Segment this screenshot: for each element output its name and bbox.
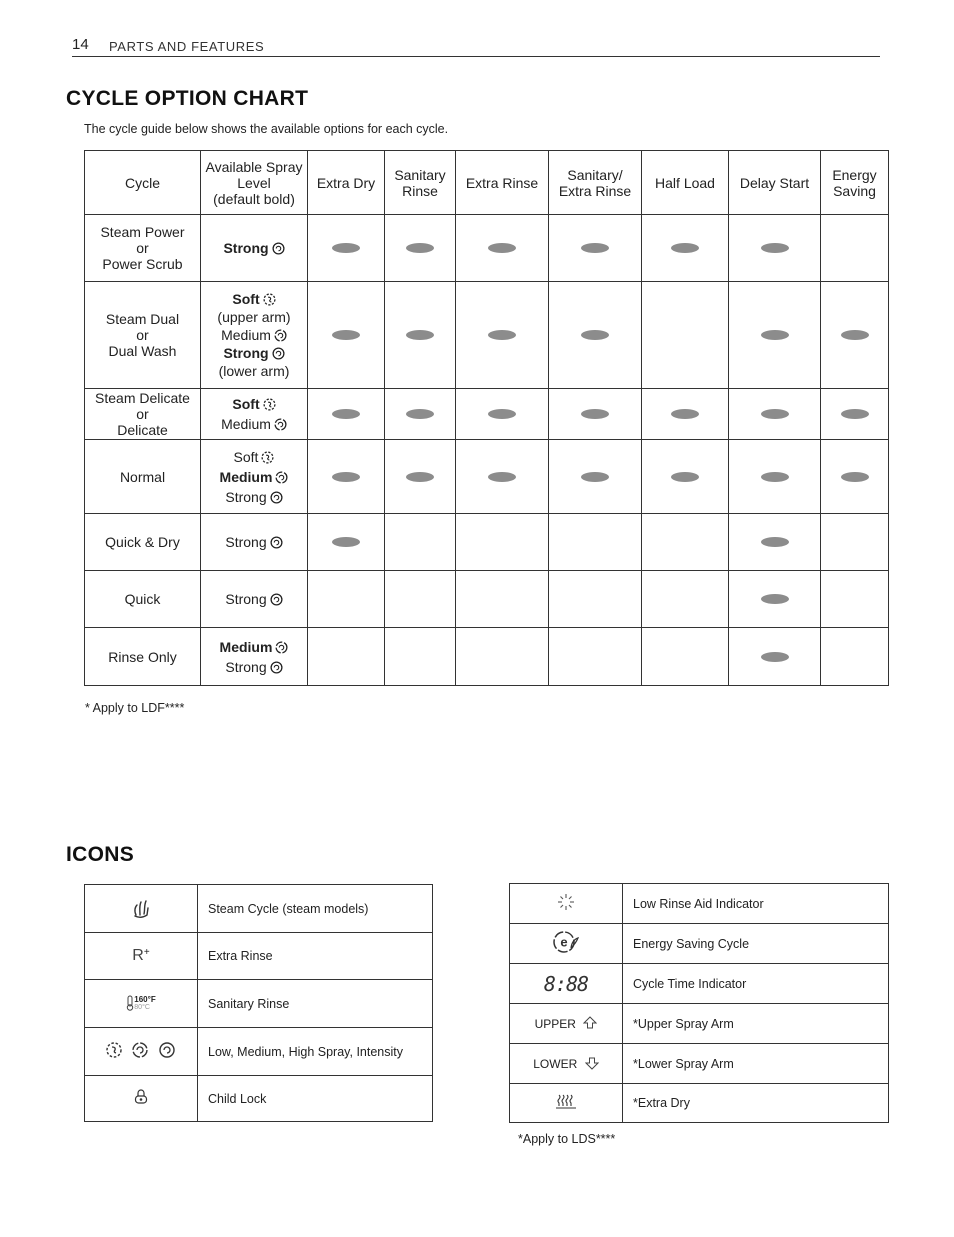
spray-level: Soft (upper arm) Medium Strong (lower arm) — [201, 282, 308, 389]
svg-text:e: e — [560, 934, 568, 950]
option-available-dot — [671, 472, 699, 482]
option-available-dot — [332, 243, 360, 253]
icon-row — [510, 1004, 889, 1044]
icon-row — [85, 1028, 433, 1076]
table-row — [85, 389, 889, 440]
col-header-cycle: Cycle — [85, 151, 201, 215]
option-delay-start — [729, 628, 821, 686]
col-header-energy-saving: Energy Saving — [821, 151, 889, 215]
option-available-dot — [841, 409, 869, 419]
option-available-dot — [406, 472, 434, 482]
spray-level: Medium Strong — [201, 628, 308, 686]
energy-saving-icon — [510, 924, 623, 964]
icon-label: Extra Rinse — [198, 933, 433, 980]
option-available-dot — [761, 594, 789, 604]
icon-label: Child Lock — [198, 1076, 433, 1122]
spray-medium-icon — [271, 416, 287, 432]
icon-row — [85, 885, 433, 933]
option-sanitary-extra-rinse — [549, 440, 642, 514]
option-energy-saving — [821, 514, 889, 571]
icon-label: Low, Medium, High Spray, Intensity — [198, 1028, 433, 1076]
option-available-dot — [332, 472, 360, 482]
option-energy-saving — [821, 628, 889, 686]
option-available-dot — [332, 537, 360, 547]
option-extra-rinse — [456, 514, 549, 571]
option-available-dot — [488, 409, 516, 419]
option-half-load — [642, 571, 729, 628]
icon-label: *Lower Spray Arm — [623, 1044, 889, 1084]
icon-label: *Upper Spray Arm — [623, 1004, 889, 1044]
option-available-dot — [841, 330, 869, 340]
option-sanitary-extra-rinse — [549, 215, 642, 282]
chart-footnote: * Apply to LDF**** — [85, 701, 185, 715]
option-available-dot — [406, 409, 434, 419]
lower-arm-icon: LOWER — [510, 1044, 623, 1084]
option-available-dot — [761, 330, 789, 340]
spray-medium-icon — [272, 639, 288, 655]
sanitary-rinse-icon: 160°F 80°C — [85, 980, 198, 1028]
spray-level: Strong — [201, 571, 308, 628]
spray-medium-icon — [272, 469, 288, 485]
spray-soft-icon — [260, 291, 276, 307]
spray-level: Soft Medium — [201, 389, 308, 440]
col-header-sanitary-rinse: Sanitary Rinse — [385, 151, 456, 215]
section-title: PARTS AND FEATURES — [109, 39, 265, 54]
option-half-load — [642, 440, 729, 514]
option-sanitary-extra-rinse — [549, 282, 642, 389]
cycle-chart-title: CYCLE OPTION CHART — [66, 87, 309, 110]
icon-row — [85, 933, 433, 980]
cycle-name: Quick — [85, 571, 201, 628]
icon-row — [85, 980, 433, 1028]
option-sanitary-extra-rinse — [549, 628, 642, 686]
spray-level: Strong — [201, 514, 308, 571]
table-row — [85, 215, 889, 282]
col-header-delay-start: Delay Start — [729, 151, 821, 215]
option-half-load — [642, 628, 729, 686]
spray-medium-icon — [271, 327, 287, 343]
option-sanitary-extra-rinse — [549, 571, 642, 628]
spray-strong-icon — [267, 534, 283, 550]
option-available-dot — [761, 537, 789, 547]
upper-arm-icon: UPPER — [510, 1004, 623, 1044]
option-available-dot — [581, 472, 609, 482]
cycle-name: Normal — [85, 440, 201, 514]
col-header-extra-dry: Extra Dry — [308, 151, 385, 215]
option-delay-start — [729, 282, 821, 389]
option-extra-dry — [308, 628, 385, 686]
option-available-dot — [761, 409, 789, 419]
option-available-dot — [488, 472, 516, 482]
spray-intensity-icon — [85, 1028, 198, 1076]
option-half-load — [642, 514, 729, 571]
icon-row — [510, 1044, 889, 1084]
option-sanitary-rinse — [385, 215, 456, 282]
option-extra-rinse — [456, 215, 549, 282]
option-available-dot — [761, 652, 789, 662]
icons-table-left — [84, 884, 433, 1122]
option-delay-start — [729, 215, 821, 282]
spray-strong-icon — [267, 489, 283, 505]
option-extra-dry — [308, 514, 385, 571]
option-sanitary-rinse — [385, 514, 456, 571]
child-lock-icon — [85, 1076, 198, 1122]
option-available-dot — [671, 243, 699, 253]
cycle-chart-intro: The cycle guide below shows the available options for each cycle. — [84, 122, 449, 136]
table-row — [85, 282, 889, 389]
option-sanitary-rinse — [385, 389, 456, 440]
icon-label: Sanitary Rinse — [198, 980, 433, 1028]
cycle-name: Steam Power or Power Scrub — [85, 215, 201, 282]
option-energy-saving — [821, 440, 889, 514]
option-delay-start — [729, 514, 821, 571]
option-sanitary-rinse — [385, 440, 456, 514]
option-extra-dry — [308, 282, 385, 389]
option-energy-saving — [821, 389, 889, 440]
option-available-dot — [488, 243, 516, 253]
icons-table-right — [509, 883, 889, 1123]
table-row — [85, 628, 889, 686]
option-delay-start — [729, 571, 821, 628]
icon-label: Low Rinse Aid Indicator — [623, 884, 889, 924]
option-available-dot — [488, 330, 516, 340]
icons-footnote: *Apply to LDS**** — [518, 1132, 616, 1146]
option-available-dot — [406, 330, 434, 340]
col-header-sanitary-extra-rinse: Sanitary/ Extra Rinse — [549, 151, 642, 215]
icon-row — [510, 964, 889, 1004]
option-extra-dry — [308, 571, 385, 628]
option-extra-rinse — [456, 282, 549, 389]
option-available-dot — [841, 472, 869, 482]
option-extra-dry — [308, 215, 385, 282]
spray-soft-icon — [260, 396, 276, 412]
col-header-half-load: Half Load — [642, 151, 729, 215]
icon-row — [510, 1084, 889, 1123]
option-available-dot — [581, 409, 609, 419]
page-header — [72, 36, 880, 57]
option-available-dot — [332, 409, 360, 419]
table-row — [85, 514, 889, 571]
option-sanitary-rinse — [385, 571, 456, 628]
col-header-spray: Available Spray Level (default bold) — [201, 151, 308, 215]
cycle-time-icon: 8:88 — [510, 964, 623, 1004]
option-half-load — [642, 389, 729, 440]
icon-label: Energy Saving Cycle — [623, 924, 889, 964]
rinse-aid-icon — [510, 884, 623, 924]
table-row — [85, 571, 889, 628]
spray-strong-icon — [269, 345, 285, 361]
option-extra-rinse — [456, 571, 549, 628]
option-available-dot — [761, 472, 789, 482]
option-extra-rinse — [456, 440, 549, 514]
cycle-name: Steam Delicate or Delicate — [85, 389, 201, 440]
option-half-load — [642, 282, 729, 389]
option-extra-rinse — [456, 389, 549, 440]
spray-strong-icon — [269, 240, 285, 256]
icon-row — [85, 1076, 433, 1122]
option-extra-dry — [308, 440, 385, 514]
icon-label: Steam Cycle (steam models) — [198, 885, 433, 933]
steam-icon — [85, 885, 198, 933]
icon-row — [510, 924, 889, 964]
option-available-dot — [581, 330, 609, 340]
option-energy-saving — [821, 571, 889, 628]
spray-soft-icon — [258, 449, 274, 465]
option-sanitary-extra-rinse — [549, 514, 642, 571]
extra-dry-icon — [510, 1084, 623, 1123]
icon-label: *Extra Dry — [623, 1084, 889, 1123]
option-half-load — [642, 215, 729, 282]
option-energy-saving — [821, 215, 889, 282]
option-available-dot — [761, 243, 789, 253]
option-available-dot — [332, 330, 360, 340]
option-extra-dry — [308, 389, 385, 440]
cycle-name: Quick & Dry — [85, 514, 201, 571]
option-available-dot — [581, 243, 609, 253]
cycle-option-table — [84, 150, 889, 686]
icons-title: ICONS — [66, 843, 135, 866]
option-delay-start — [729, 440, 821, 514]
extra-rinse-icon: R+ — [85, 933, 198, 980]
spray-strong-icon — [267, 591, 283, 607]
option-extra-rinse — [456, 628, 549, 686]
option-sanitary-rinse — [385, 628, 456, 686]
page-number: 14 — [72, 36, 89, 53]
spray-level: Soft Medium Strong — [201, 440, 308, 514]
icon-row — [510, 884, 889, 924]
option-energy-saving — [821, 282, 889, 389]
option-sanitary-extra-rinse — [549, 389, 642, 440]
option-available-dot — [406, 243, 434, 253]
icon-label: Cycle Time Indicator — [623, 964, 889, 1004]
option-sanitary-rinse — [385, 282, 456, 389]
table-row — [85, 440, 889, 514]
col-header-extra-rinse: Extra Rinse — [456, 151, 549, 215]
table-header-row — [85, 151, 889, 215]
cycle-name: Rinse Only — [85, 628, 201, 686]
cycle-name: Steam Dual or Dual Wash — [85, 282, 201, 389]
spray-strong-icon — [267, 659, 283, 675]
spray-level: Strong — [201, 215, 308, 282]
option-available-dot — [671, 409, 699, 419]
option-delay-start — [729, 389, 821, 440]
